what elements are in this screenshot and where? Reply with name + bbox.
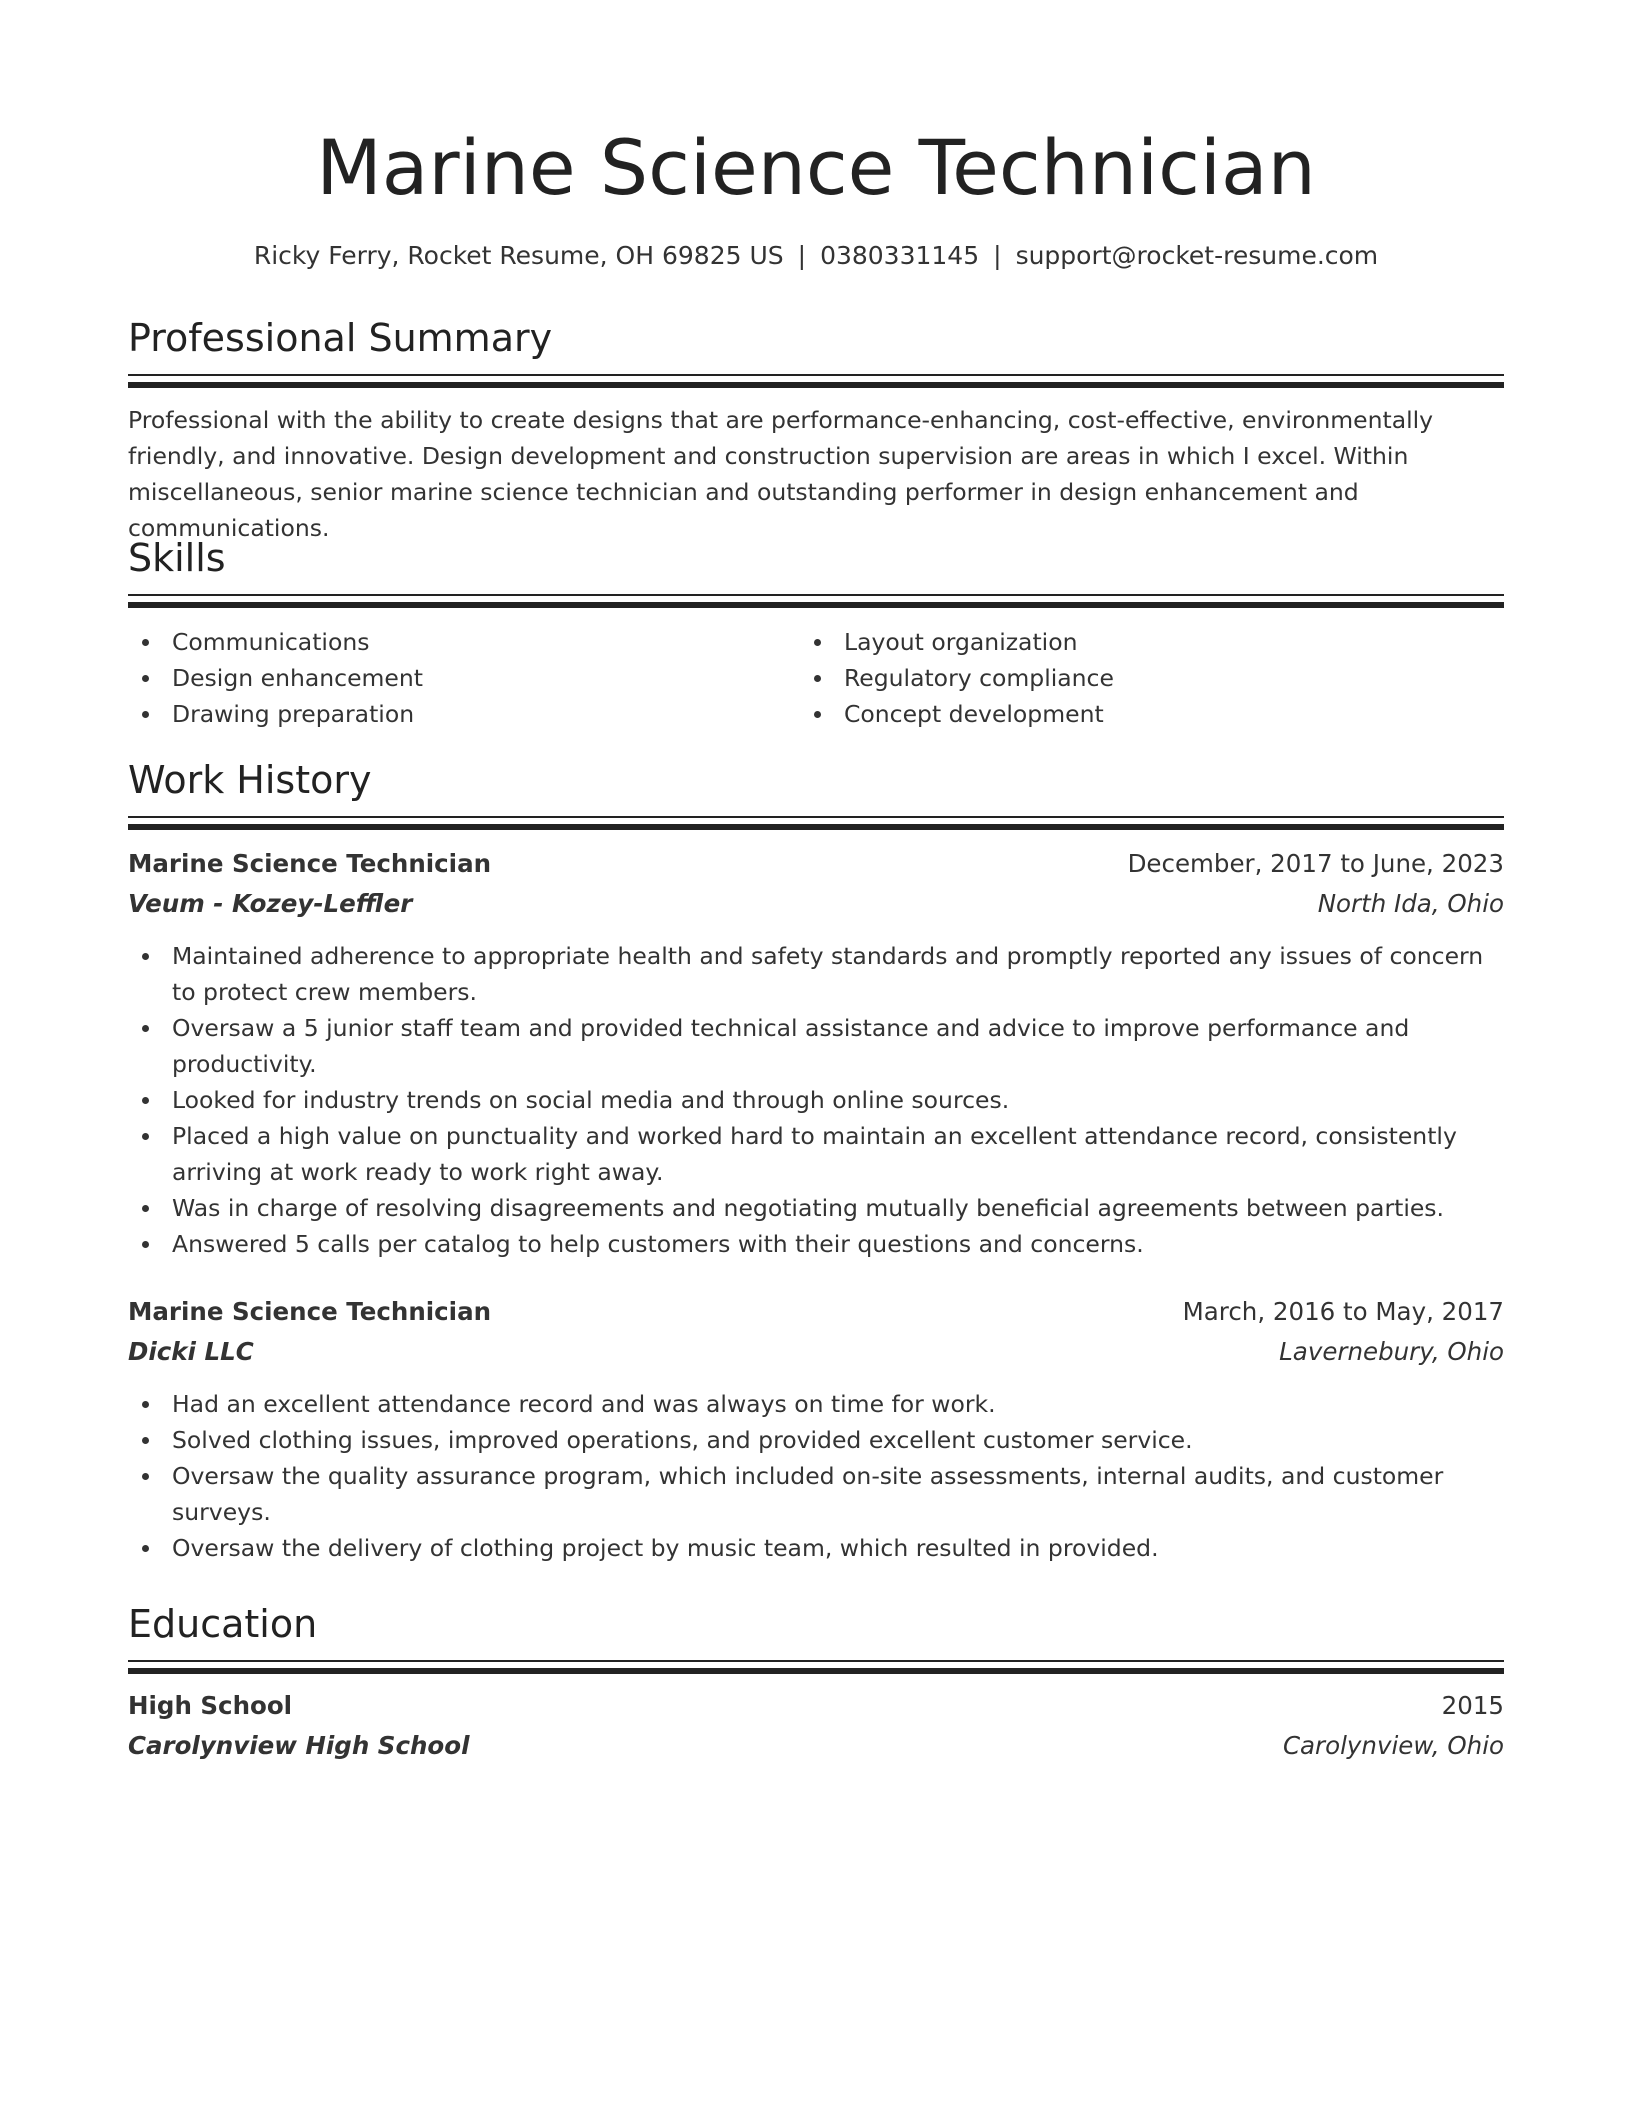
skill-item: Concept development [800,696,1500,732]
duty-item: Placed a high value on punctuality and worked hard to maintain an excellent attendance record, consistently arriving at work ready to work right away. [128,1118,1504,1190]
job-header [128,1294,1504,1330]
education-heading: Education [128,1602,318,1646]
job-subheader [128,1334,1504,1370]
education-location: Carolynview, Ohio [1282,1731,1504,1760]
duty-item: Maintained adherence to appropriate health and safety standards and promptly reported any issues of concern to protect crew members. [128,938,1504,1010]
education-degree: High School [128,1691,293,1720]
skills-list-left [128,624,798,732]
contact-separator: | [797,241,807,270]
summary-text: Professional with the ability to create designs that are performance-enhancing, cost-effective, environmentally friendly, and innovative. Design development and construction supervision are areas in which I excel. Within miscellaneous, senior marine science technician and outstanding performer in design enhancement and communications. [128,406,1434,542]
duty-item: Answered 5 calls per catalog to help customers with their questions and concerns. [128,1226,1504,1262]
skills-list-right [800,624,1500,732]
job-duties [128,938,1504,1262]
resume-title: Marine Science Technician [316,123,1316,212]
education-subheader [128,1728,1504,1764]
section-divider [128,594,1504,608]
job-title: Marine Science Technician [128,1297,492,1326]
education-year: 2015 [1441,1691,1504,1720]
job-company: Dicki LLC [128,1337,254,1366]
summary-heading: Professional Summary [128,316,553,360]
duty-item: Had an excellent attendance record and was always on time for work. [128,1386,1504,1422]
skill-item: Design enhancement [128,660,798,696]
duty-item: Oversaw the quality assurance program, which included on-site assessments, internal audits, and customer surveys. [128,1458,1504,1530]
contact-line [128,240,1504,272]
duty-item: Solved clothing issues, improved operations, and provided excellent customer service. [128,1422,1504,1458]
duty-item: Was in charge of resolving disagreements and negotiating mutually beneficial agreements between parties. [128,1190,1504,1226]
job-subheader [128,886,1504,922]
duty-item: Oversaw a 5 junior staff team and provided technical assistance and advice to improve performance and productivity. [128,1010,1504,1082]
duty-item: Looked for industry trends on social media and through online sources. [128,1082,1504,1118]
job-title: Marine Science Technician [128,849,492,878]
skill-item: Communications [128,624,798,660]
job-company: Veum - Kozey-Leffler [128,889,413,918]
skill-item: Layout organization [800,624,1500,660]
skill-item: Drawing preparation [128,696,798,732]
contact-address: Ricky Ferry, Rocket Resume, OH 69825 US [253,241,784,270]
contact-phone: 0380331145 [820,241,980,270]
job-location: North Ida, Ohio [1317,889,1504,918]
work-heading: Work History [128,758,372,802]
job-dates: December, 2017 to June, 2023 [1127,849,1504,878]
education-header [128,1688,1504,1724]
duty-item: Oversaw the delivery of clothing project by music team, which resulted in provided. [128,1530,1504,1566]
section-divider [128,816,1504,830]
contact-separator: | [993,241,1002,270]
skill-item: Regulatory compliance [800,660,1500,696]
job-duties [128,1386,1504,1566]
section-divider [128,1660,1504,1674]
skills-heading: Skills [128,536,226,580]
job-location: Lavernebury, Ohio [1279,1337,1504,1366]
job-header [128,846,1504,882]
job-dates: March, 2016 to May, 2017 [1182,1297,1504,1326]
education-school: Carolynview High School [128,1731,470,1760]
section-divider [128,374,1504,388]
contact-email: support@rocket-resume.com [1015,241,1379,270]
